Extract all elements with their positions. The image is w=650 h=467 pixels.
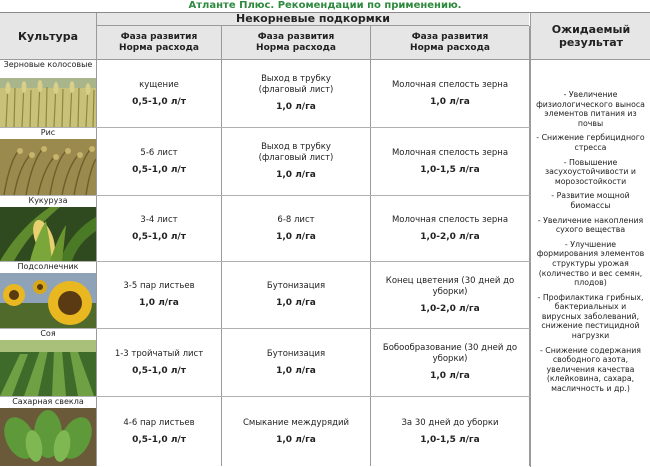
sunflower-photo: [0, 273, 96, 328]
recommendation-table: [0, 12, 650, 467]
crop-name: Соя: [0, 329, 96, 340]
page-title: Атланте Плюс. Рекомендации по применению.: [188, 0, 462, 11]
phase-cell: [222, 196, 371, 261]
rate-text: 1,0 л/га: [276, 434, 316, 445]
phase-text: 5-6 лист: [140, 147, 178, 158]
header-phase-1: [97, 26, 222, 60]
phase-cell: [371, 329, 530, 396]
crop-cell: [0, 397, 97, 466]
rate-text: 0,5-1,0 л/т: [132, 164, 186, 175]
phase-cell: [97, 196, 222, 261]
result-item: - Улучшение формирования элементов структуры урожая (количество и вес семян, плодов): [536, 239, 645, 288]
phase-text: 4-6 пар листьев: [123, 417, 195, 428]
expected-result-column: [530, 60, 650, 467]
phase-text: За 30 дней до уборки: [401, 417, 499, 428]
crop-cell: [0, 262, 97, 328]
result-item: - Увеличение физиологического выноса элементов питания из почвы: [536, 90, 645, 128]
soy-photo: [0, 340, 96, 396]
rate-text: 0,5-1,0 л/т: [132, 365, 186, 376]
crop-cell: [0, 196, 97, 261]
phase-text: Выход в трубку: [261, 74, 331, 84]
phase-text: 3-4 лист: [140, 214, 178, 225]
phase-cell: [222, 329, 371, 396]
rice-photo: [0, 139, 96, 195]
phase-cell: [371, 397, 530, 466]
header-phase-label: Фаза развития: [411, 31, 489, 42]
result-item: - Снижение гербицидного стресса: [536, 133, 645, 152]
header-phase-label: Фаза развития: [120, 31, 198, 42]
crop-name: Зерновые колосовые: [0, 60, 96, 78]
phase-text: Молочная спелость зерна: [391, 79, 509, 90]
phase-text: Смыкание междурядий: [242, 417, 350, 428]
rate-text: 1,0 л/га: [276, 170, 316, 180]
phase-cell: [97, 397, 222, 466]
phase-cell: [371, 60, 530, 127]
table-row: [0, 262, 530, 329]
table-row: [0, 128, 530, 196]
phase-cell: [97, 128, 222, 195]
phase-text: Выход в трубку: [261, 142, 331, 152]
result-item: - Увеличение накопления сухого вещества: [537, 215, 644, 235]
result-item: - Снижение содержания свободного азота, увеличения качества (клейковина, сахара, масличность и др.): [539, 345, 641, 394]
rate-text: 1,0 л/га: [430, 371, 470, 381]
rate-text: 0,5-1,0 л/т: [132, 96, 186, 107]
wheat-photo: [0, 78, 96, 127]
phase-text: Молочная спелость зерна: [391, 214, 509, 225]
phase-text-2: (флаговый лист): [258, 153, 334, 163]
phase-cell: [222, 128, 371, 195]
rate-text: 1,0 л/га: [276, 231, 316, 242]
result-item: - Развитие мощной биомассы: [551, 191, 630, 210]
phase-text: кущение: [139, 79, 179, 90]
header-phase-3: [371, 26, 530, 60]
phase-cell: [222, 397, 371, 466]
phase-text: 6-8 лист: [277, 214, 315, 225]
header-phase-label: Фаза развития: [257, 31, 335, 42]
phase-cell: [222, 60, 371, 127]
phase-cell: [97, 262, 222, 328]
phase-text: Бутонизация: [266, 348, 326, 359]
crop-cell: [0, 329, 97, 396]
phase-text: Бутонизация: [266, 281, 326, 291]
rate-text: 1,0-1,5 л/га: [420, 164, 480, 175]
rate-text: 1,0 л/га: [276, 102, 316, 112]
phase-cell: [97, 329, 222, 396]
header-rate-label: Норма расхода: [119, 42, 199, 53]
sugar-beet-photo: [0, 408, 96, 466]
phase-text: Конец цветения (30 дней до уборки): [385, 275, 515, 297]
phase-cell: [371, 262, 530, 328]
result-item: - Повышение засухоустойчивости и морозостойкости: [545, 157, 636, 186]
crop-name: Рис: [0, 128, 96, 139]
header-rate-label: Норма расхода: [256, 42, 336, 53]
phase-cell: [371, 196, 530, 261]
corn-photo: [0, 207, 96, 261]
rate-text: 1,0-2,0 л/га: [420, 231, 480, 242]
phase-cell: [222, 262, 371, 328]
table-row: [0, 60, 530, 128]
crop-cell: [0, 60, 97, 127]
crop-cell: [0, 128, 97, 195]
rate-text: 1,0 л/га: [139, 298, 179, 308]
rate-text: 1,0 л/га: [276, 298, 316, 308]
phase-text: 3-5 пар листьев: [123, 281, 195, 291]
crop-name: Подсолнечник: [0, 262, 96, 273]
table-row: [0, 196, 530, 262]
crop-name: Сахарная свекла: [0, 397, 96, 408]
rate-text: 1,0 л/га: [276, 365, 316, 376]
header-foliar-feeding: Некорневые подкормки: [97, 13, 529, 26]
rate-text: 0,5-1,0 л/т: [132, 434, 186, 445]
crop-name: Кукуруза: [0, 196, 96, 207]
rate-text: 1,0-1,5 л/га: [420, 434, 480, 445]
phase-text: 1-3 тройчатый лист: [114, 348, 204, 359]
header-expected-result: Ожидаемый результат: [530, 13, 650, 60]
rate-text: 0,5-1,0 л/т: [132, 231, 186, 242]
phase-text-2: (флаговый лист): [258, 85, 334, 95]
rate-text: 1,0-2,0 л/га: [420, 303, 480, 314]
phase-cell: [97, 60, 222, 127]
phase-text: Молочная спелость зерна: [391, 147, 509, 158]
table-row: [0, 329, 530, 397]
result-item: - Профилактика грибных, бактериальных и вирусных заболеваний, снижение пестицидной нагрузки: [537, 292, 644, 341]
header-rate-label: Норма расхода: [410, 42, 490, 53]
phase-cell: [371, 128, 530, 195]
rate-text: 1,0 л/га: [430, 96, 470, 107]
phase-text: Бобообразование (30 дней до уборки): [382, 343, 518, 364]
header-culture: Культура: [0, 13, 97, 60]
header-phase-2: [222, 26, 371, 60]
table-row: [0, 397, 530, 466]
